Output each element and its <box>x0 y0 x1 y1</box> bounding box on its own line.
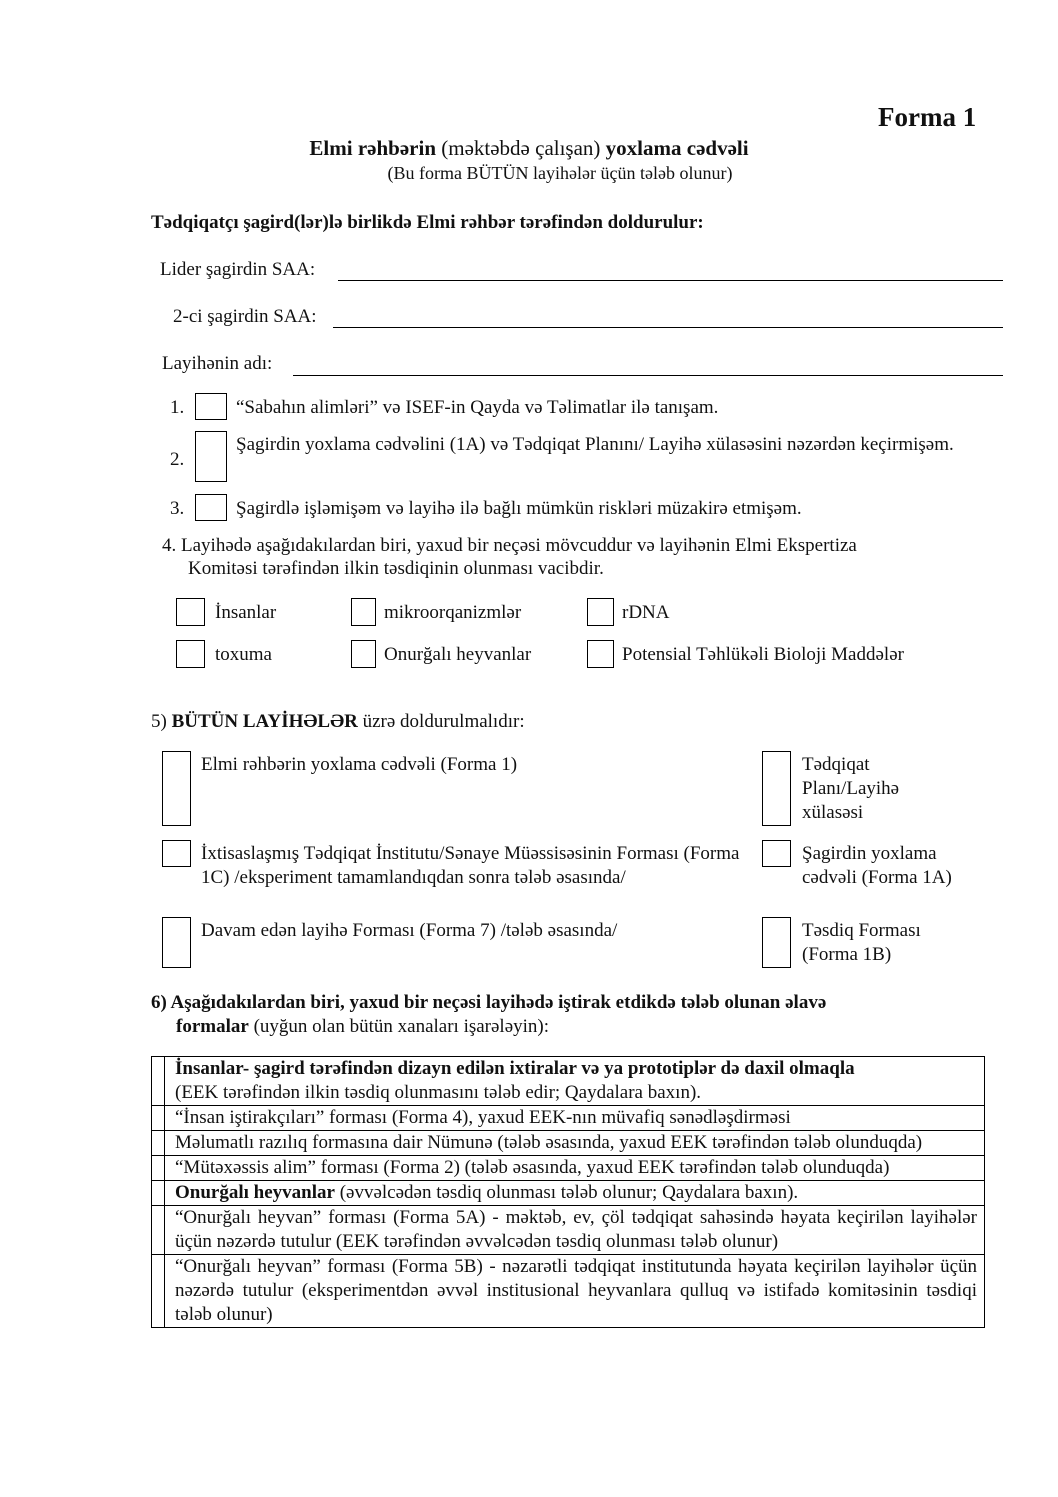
section5-checkbox-forma7[interactable] <box>162 917 191 968</box>
checklist-text-3: Şagirdlə işləmişəm və layihə ilə bağlı mümkün riskləri müzakirə etmişəm. <box>236 498 802 519</box>
section5-checkbox-forma1a[interactable] <box>762 840 791 867</box>
table-text-cell <box>165 1057 985 1106</box>
additional-forms-table <box>151 1056 985 1328</box>
checklist-checkbox-2[interactable] <box>195 431 227 482</box>
section5-label-forma1b: Təsdiq Forması (Forma 1B) <box>802 920 921 965</box>
item4-checkbox-onurgali[interactable] <box>351 640 376 668</box>
section5-label-plan: Tədqiqat Planı/Layihə xülasəsi <box>802 754 900 823</box>
section5-bold: BÜTÜN LAYİHƏLƏR <box>171 711 358 732</box>
table-checkbox-cell[interactable] <box>152 1106 165 1131</box>
checklist-num-1: 1. <box>170 397 185 418</box>
section5-checkbox-forma1b[interactable] <box>762 917 791 968</box>
checklist-num-3: 3. <box>170 498 185 519</box>
form-number: Forma 1 <box>878 102 977 132</box>
section5-label-forma1a: Şagirdin yoxlama cədvəli (Forma 1A) <box>802 843 952 888</box>
table-row <box>152 1057 985 1106</box>
intro-text: Tədqiqatçı şagird(lər)lə birlikdə Elmi rəhbər tərəfindən doldurulur: <box>151 212 704 233</box>
table-checkbox-cell[interactable] <box>152 1131 165 1156</box>
section6-line2-rest: (uyğun olan bütün xanaları işarələyin): <box>248 1016 550 1037</box>
table-row <box>152 1181 985 1206</box>
table-text-cell: “Onurğalı heyvan” forması (Forma 5B) - nəzarətli tədqiqat institutunda həyata keçirilən layihələr üçün nəzərdə tutulur (eksperimentdən əvvəl institusional heyvanlara qulluq və istifadə komitəsinin təsdiqi tələb olunur) <box>165 1255 985 1328</box>
section5-checkbox-forma1[interactable] <box>162 751 191 826</box>
item4-text-line2: Komitəsi tərəfindən ilkin təsdiqinin olunması vacibdir. <box>188 558 604 579</box>
second-student-input-line[interactable] <box>333 327 1003 328</box>
checklist-checkbox-3[interactable] <box>195 494 227 521</box>
checklist-checkbox-1[interactable] <box>195 393 227 420</box>
project-name-input-line[interactable] <box>293 375 1003 376</box>
checklist-text-1: “Sabahın alimləri” və ISEF-in Qayda və Təlimatlar ilə tanışam. <box>236 397 719 418</box>
row1-normal: (EEK tərəfindən ilkin təsdiq olunmasını tələb edir; Qaydalara baxın). <box>175 1082 702 1103</box>
table-text-cell: “Mütəxəssis alim” forması (Forma 2) (tələb əsasında, yaxud EEK tərəfindən tələb olunduqda) <box>165 1156 985 1181</box>
item4-label-mikroorqanizmler: mikroorqanizmlər <box>384 602 522 623</box>
table-text-cell: Məlumatlı razılıq formasına dair Nümunə (tələb əsasında, yaxud EEK tərəfindən tələb olunduqda) <box>165 1131 985 1156</box>
item4-checkbox-potensial[interactable] <box>587 640 614 668</box>
row5-normal: (əvvəlcədən təsdiq olunması tələb olunur; Qaydalara baxın). <box>334 1182 799 1203</box>
section5-heading <box>151 710 525 734</box>
second-student-label: 2-ci şagirdin SAA: <box>173 306 317 327</box>
table-row <box>152 1131 985 1156</box>
section5-label-forma1: Elmi rəhbərin yoxlama cədvəli (Forma 1) <box>201 754 518 775</box>
table-text-cell: “İnsan iştirakçıları” forması (Forma 4), yaxud EEK-nın müvafiq sənədləşdirməsi <box>165 1106 985 1131</box>
item4-checkbox-rdna[interactable] <box>587 598 614 626</box>
project-name-label: Layihənin adı: <box>162 353 273 374</box>
table-checkbox-cell[interactable] <box>152 1057 165 1106</box>
checklist-text-2: Şagirdin yoxlama cədvəlini (1A) və Tədqiqat Planını/ Layihə xülasəsini nəzərdən keçirmişəm. <box>236 434 954 455</box>
section5-checkbox-plan[interactable] <box>762 751 791 826</box>
section5-prefix: 5) <box>151 711 172 732</box>
table-row <box>152 1106 985 1131</box>
table-checkbox-cell[interactable] <box>152 1156 165 1181</box>
lead-student-input-line[interactable] <box>338 280 1003 281</box>
title-bold-2: yoxlama cədvəli <box>605 136 749 160</box>
section5-label-forma1c: İxtisaslaşmış Tədqiqat İnstitutu/Sənaye Müəssisəsinin Forması (Forma 1C) /eksperiment tamamlandıqdan sonra tələb əsasında/ <box>201 843 740 888</box>
table-row <box>152 1206 985 1255</box>
table-checkbox-cell[interactable] <box>152 1206 165 1255</box>
table-text-cell <box>165 1181 985 1206</box>
item4-checkbox-mikroorqanizmler[interactable] <box>351 598 376 626</box>
item4-text-line1: 4. Layihədə aşağıdakılardan biri, yaxud bir neçəsi mövcuddur və layihənin Elmi Ekspertiza <box>162 535 857 556</box>
row1-bold: İnsanlar- şagird tərəfindən dizayn edilən ixtiralar və ya prototiplər də daxil olmaqla <box>175 1058 855 1079</box>
section6-line2 <box>176 1015 549 1039</box>
section5-suffix: üzrə doldurulmalıdır: <box>357 711 525 732</box>
item4-checkbox-toxuma[interactable] <box>176 640 205 668</box>
table-checkbox-cell[interactable] <box>152 1181 165 1206</box>
page-title <box>0 136 1058 161</box>
section6-line1: 6) Aşağıdakılardan biri, yaxud bir neçəsi layihədə iştirak etdikdə tələb olunan əlavə <box>151 992 827 1013</box>
section5-checkbox-forma1c[interactable] <box>162 840 191 867</box>
lead-student-label: Lider şagirdin SAA: <box>160 259 316 280</box>
table-row <box>152 1156 985 1181</box>
item4-label-rdna: rDNA <box>622 602 670 623</box>
row5-bold: Onurğalı heyvanlar <box>175 1182 335 1203</box>
checklist-num-2: 2. <box>170 449 185 470</box>
table-row <box>152 1255 985 1328</box>
item4-label-toxuma: toxuma <box>215 644 272 665</box>
item4-label-onurgali: Onurğalı heyvanlar <box>384 644 532 665</box>
item4-checkbox-insanlar[interactable] <box>176 598 205 626</box>
title-normal: (məktəbdə çalışan) <box>436 136 606 160</box>
page-subtitle: (Bu forma BÜTÜN layihələr üçün tələb olunur) <box>387 163 733 183</box>
item4-label-potensial: Potensial Təhlükəli Bioloji Maddələr <box>622 644 904 665</box>
item4-label-insanlar: İnsanlar <box>215 602 277 623</box>
section6-line2-bold: formalar <box>176 1016 249 1037</box>
table-text-cell: “Onurğalı heyvan” forması (Forma 5A) - məktəb, ev, çöl tədqiqat sahəsində həyata keçirilən layihələr üçün nəzərdə tutulur (EEK tərəfindən əvvəlcədən təsdiq olunması tələb olunur) <box>165 1206 985 1255</box>
title-bold-1: Elmi rəhbərin <box>309 136 436 160</box>
section5-label-forma7: Davam edən layihə Forması (Forma 7) /tələb əsasında/ <box>201 920 618 941</box>
table-checkbox-cell[interactable] <box>152 1255 165 1328</box>
